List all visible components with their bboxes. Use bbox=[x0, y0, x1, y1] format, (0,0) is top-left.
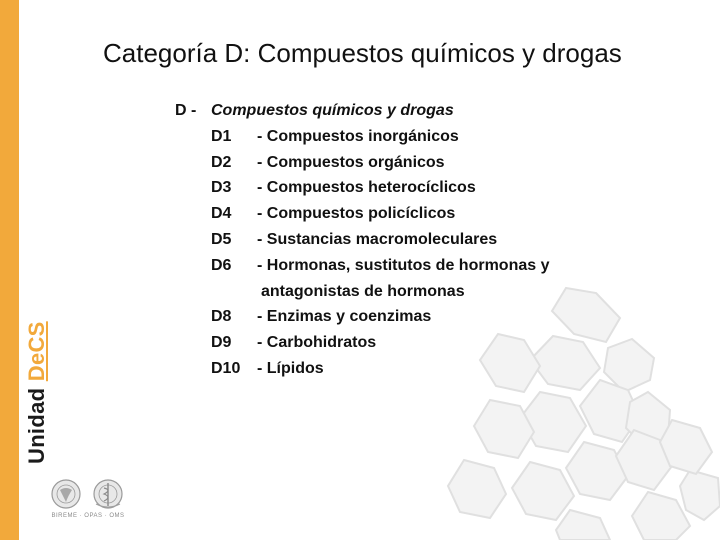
item-label: - Compuestos orgánicos bbox=[257, 153, 445, 171]
category-list bbox=[175, 98, 549, 382]
item-code: D3 bbox=[211, 179, 232, 197]
item-label: - Compuestos inorgánicos bbox=[257, 127, 459, 145]
item-code: D6 bbox=[211, 256, 232, 274]
category-code: D - bbox=[175, 102, 197, 119]
list-item bbox=[175, 304, 549, 330]
list-item-continuation bbox=[175, 279, 549, 305]
item-label: - Carbohidratos bbox=[257, 334, 377, 352]
item-code: D1 bbox=[211, 127, 232, 145]
item-label: - Compuestos policíclicos bbox=[257, 205, 456, 223]
side-label-accent: DeCS bbox=[24, 321, 49, 382]
list-item bbox=[175, 175, 549, 201]
list-item bbox=[175, 124, 549, 150]
item-label: - Sustancias macromoleculares bbox=[257, 230, 498, 248]
item-label: - Hormonas, sustitutos de hormonas y bbox=[257, 256, 550, 274]
item-code: D10 bbox=[211, 359, 241, 377]
item-code: D5 bbox=[211, 230, 232, 248]
item-label: - Lípidos bbox=[257, 359, 324, 377]
item-code: D9 bbox=[211, 334, 232, 352]
item-label: antagonistas de hormonas bbox=[261, 282, 465, 300]
category-label: Compuestos químicos y drogas bbox=[211, 102, 454, 119]
list-item bbox=[175, 253, 549, 279]
paho-logo-icon bbox=[52, 480, 80, 508]
logo-caption: BIREME · OPAS · OMS bbox=[51, 513, 125, 519]
side-label-main: Unidad bbox=[24, 381, 49, 464]
left-accent-stripe bbox=[0, 0, 19, 540]
who-logo-icon bbox=[94, 480, 122, 508]
page-title: Categoría D: Compuestos químicos y drogas bbox=[103, 38, 622, 68]
item-code: D4 bbox=[211, 205, 232, 223]
item-label: - Compuestos heterocíclicos bbox=[257, 179, 476, 197]
list-item bbox=[175, 227, 549, 253]
item-code: D8 bbox=[211, 308, 232, 326]
category-heading bbox=[175, 98, 549, 124]
list-item bbox=[175, 201, 549, 227]
side-label bbox=[24, 321, 50, 464]
item-code: D2 bbox=[211, 153, 232, 171]
item-label: - Enzimas y coenzimas bbox=[257, 308, 432, 326]
list-item bbox=[175, 356, 549, 382]
list-item bbox=[175, 150, 549, 176]
list-item bbox=[175, 330, 549, 356]
